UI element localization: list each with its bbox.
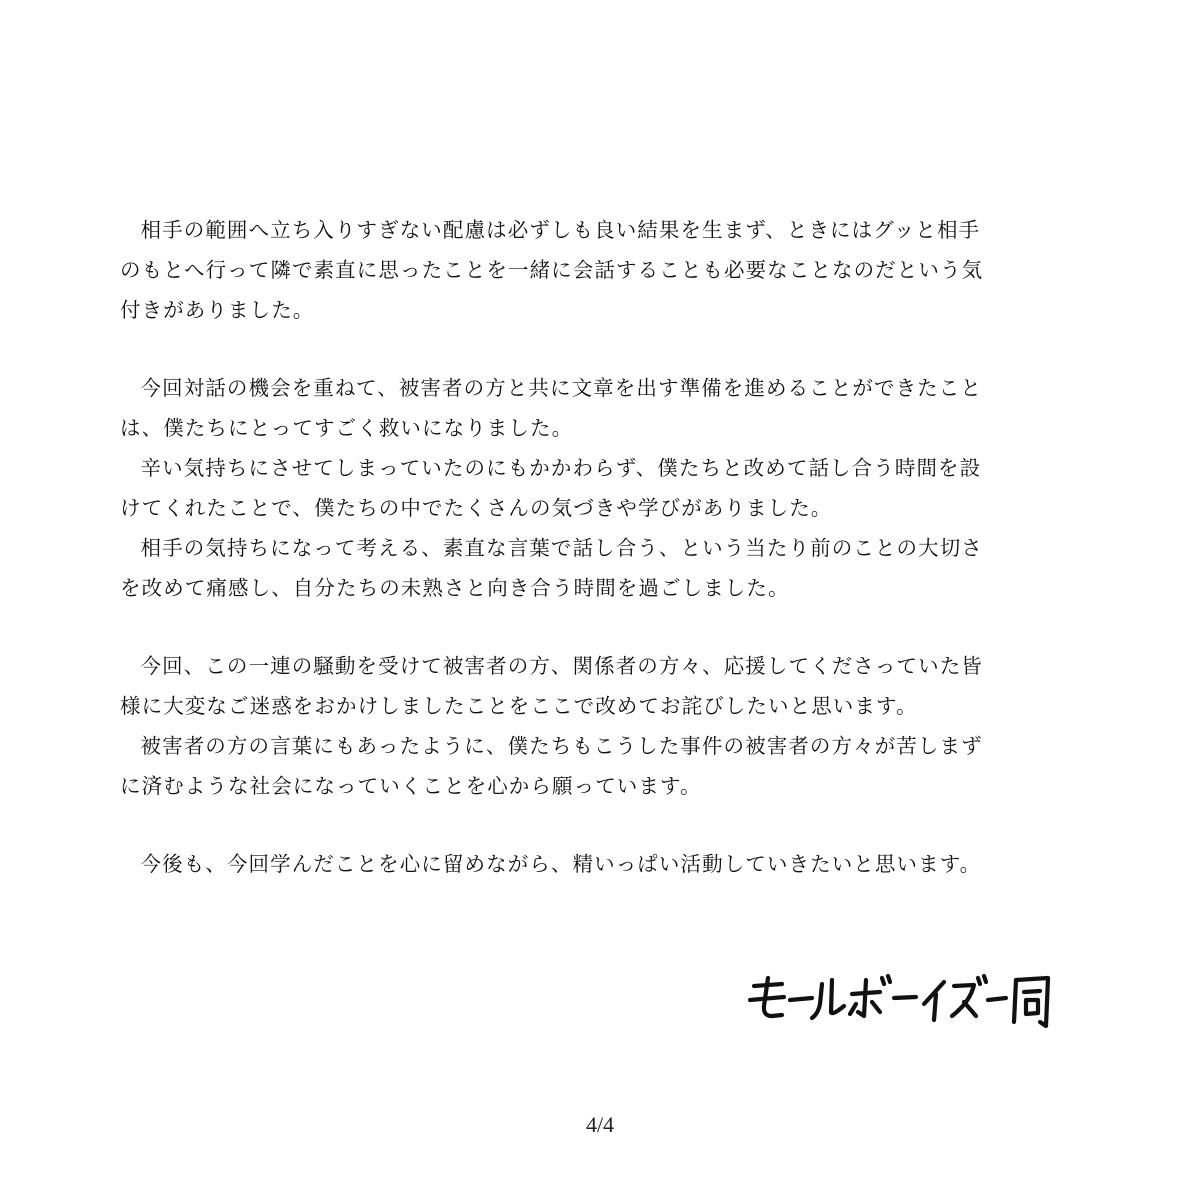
paragraph-block bbox=[120, 210, 1080, 330]
text-line: 相手の範囲へ立ち入りすぎない配慮は必ずしも良い結果を生まず、ときにはグッと相手 bbox=[140, 218, 981, 242]
paragraph bbox=[120, 448, 1080, 528]
text-line: 付きがありました。 bbox=[120, 298, 315, 322]
paragraph bbox=[120, 844, 1080, 884]
paragraph-block bbox=[120, 844, 1080, 884]
text-line: 被害者の方の言葉にもあったように、僕たちもこうした事件の被害者の方々が苦しまず bbox=[140, 734, 983, 758]
letter-body bbox=[120, 210, 1080, 922]
text-line: 辛い気持ちにさせてしまっていたのにもかかわらず、僕たちと改めて話し合う時間を設 bbox=[140, 456, 982, 480]
paragraph-block bbox=[120, 368, 1080, 608]
text-line: 今回、この一連の騒動を受けて被害者の方、関係者の方々、応援してくださっていた皆 bbox=[140, 654, 983, 678]
paragraph bbox=[120, 210, 1080, 330]
text-line: けてくれたことで、僕たちの中でたくさんの気づきや学びがありました。 bbox=[120, 496, 833, 520]
text-line: を改めて痛感し、自分たちの未熟さと向き合う時間を過ごしました。 bbox=[120, 576, 790, 600]
paragraph-block bbox=[120, 646, 1080, 806]
text-line: 相手の気持ちになって考える、素直な言葉で話し合う、という当たり前のことの大切さ bbox=[140, 536, 983, 560]
text-line: のもとへ行って隣で素直に思ったことを一緒に会話することも必要なことなのだという気 bbox=[120, 258, 984, 282]
handwritten-signature bbox=[748, 970, 1060, 1036]
paragraph bbox=[120, 368, 1080, 448]
paragraph bbox=[120, 528, 1080, 608]
page-number: 4/4 bbox=[585, 1112, 615, 1137]
paragraph bbox=[120, 726, 1080, 806]
text-line: は、僕たちにとってすごく救いになりました。 bbox=[120, 416, 574, 440]
text-line: 今後も、今回学んだことを心に留めながら、精いっぱい活動していきたいと思います。 bbox=[140, 852, 982, 876]
text-line: 今回対話の機会を重ねて、被害者の方と共に文章を出す準備を進めることができたこと bbox=[140, 376, 982, 400]
text-line: 様に大変なご迷惑をおかけしましたことをここで改めてお詫びしたいと思います。 bbox=[120, 694, 918, 718]
text-line: に済むような社会になっていくことを心から願っています。 bbox=[120, 774, 702, 798]
paragraph bbox=[120, 646, 1080, 726]
signature-image bbox=[748, 970, 1060, 1036]
